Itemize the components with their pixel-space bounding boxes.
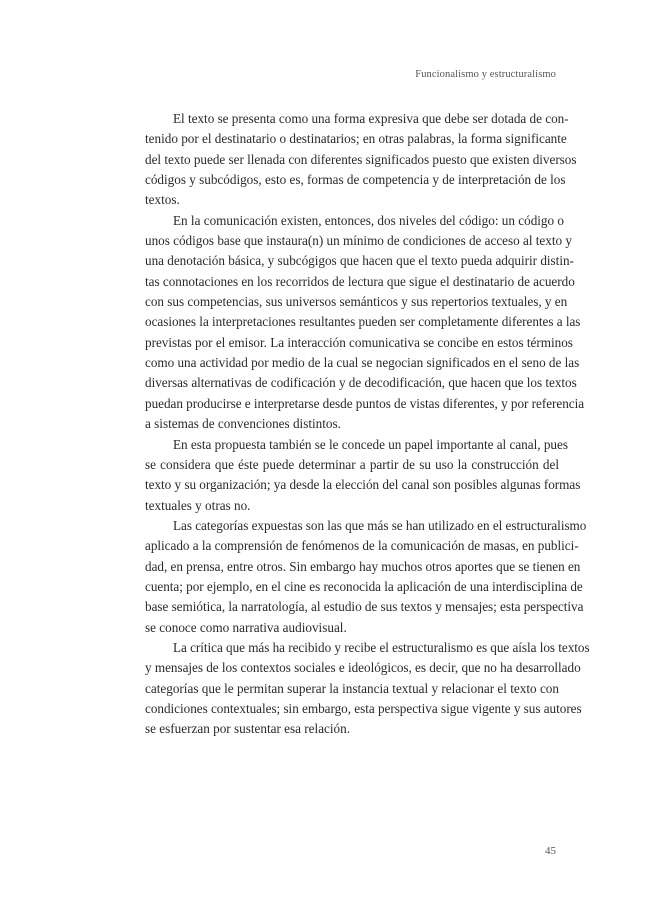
text-line: y mensajes de los contextos sociales e ideológicos, es decir, que no ha desarrollado xyxy=(145,660,581,676)
text-line: diversas alternativas de codificación y de decodificación, que hacen que los textos xyxy=(145,375,577,391)
text-line: En esta propuesta también se le concede un papel importante al canal, pues xyxy=(173,436,568,452)
running-head: Funcionalismo y estructuralismo xyxy=(415,69,556,80)
text-line: del texto puede ser llenada con diferentes significados puesto que existen diversos xyxy=(145,151,577,167)
paragraph-5 xyxy=(117,638,590,740)
text-line: códigos y subcódigos, esto es, formas de competencia y de interpretación de los xyxy=(145,172,566,188)
text-line: dad, en prensa, entre otros. Sin embargo hay muchos otros aportes que se tienen en xyxy=(145,558,581,574)
text-line: Las categorías expuestas son las que más se han utilizado en el estructuralismo xyxy=(173,517,587,533)
text-line: cuenta; por ejemplo, en el cine es reconocida la aplicación de una interdisciplina de xyxy=(145,578,583,594)
paragraph-2 xyxy=(117,211,585,435)
text-line: previstas por el emisor. La interacción comunicativa se concibe en estos términos xyxy=(145,334,573,350)
body-text xyxy=(117,109,590,740)
text-line: El texto se presenta como una forma expresiva que debe ser dotada de con- xyxy=(173,111,569,126)
text-line: base semiótica, la narratología, al estudio de sus textos y mensajes; esta perspectiva xyxy=(145,599,584,615)
text-line: como una actividad por medio de la cual se negocian significados en el seno de las xyxy=(145,355,580,371)
text-line: una denotación básica, y subcógigos que hacen que el texto pueda adquirir distin- xyxy=(145,253,574,269)
text-line: La crítica que más ha recibido y recibe el estructuralismo es que aísla los textos xyxy=(173,639,590,655)
text-line: tenido por el destinatario o destinatarios; en otras palabras, la forma significante xyxy=(145,131,567,147)
paragraph-4 xyxy=(117,516,587,638)
text-line: unos códigos base que instaura(n) un mínimo de condiciones de acceso al texto y xyxy=(145,233,572,249)
text-line: categorías que le permitan superar la instancia textual y relacionar el texto con xyxy=(145,680,559,696)
text-line: se conoce como narrativa audiovisual. xyxy=(145,619,347,635)
text-line: texto y su organización; ya desde la elección del canal son posibles algunas formas xyxy=(145,477,581,493)
text-line: aplicado a la comprensión de fenómenos de la comunicación de masas, en publici- xyxy=(145,538,579,554)
text-line: condiciones contextuales; sin embargo, esta perspectiva sigue vigente y sus autores xyxy=(145,700,582,716)
text-line: tas connotaciones en los recorridos de lectura que sigue el destinatario de acuerdo xyxy=(145,273,575,289)
text-line: a sistemas de convenciones distintos. xyxy=(145,416,341,432)
paragraph-1 xyxy=(117,109,577,211)
text-line: textos. xyxy=(145,192,180,208)
paragraph-3 xyxy=(117,435,581,516)
text-line: textuales y otras no. xyxy=(145,497,251,513)
text-line: En la comunicación existen, entonces, dos niveles del código: un código o xyxy=(173,212,564,228)
page-number: 45 xyxy=(545,845,556,857)
text-line: se esfuerzan por sustentar esa relación. xyxy=(145,721,351,737)
text-line: puedan producirse e interpretarse desde puntos de vistas diferentes, y por referencia xyxy=(145,395,585,411)
text-line: ocasiones la interpretaciones resultantes pueden ser completamente diferentes a las xyxy=(145,314,581,330)
text-line: con sus competencias, sus universos semánticos y sus repertorios textuales, y en xyxy=(145,294,568,310)
text-line: se considera que éste puede determinar a partir de su uso la construcción del xyxy=(145,456,559,472)
